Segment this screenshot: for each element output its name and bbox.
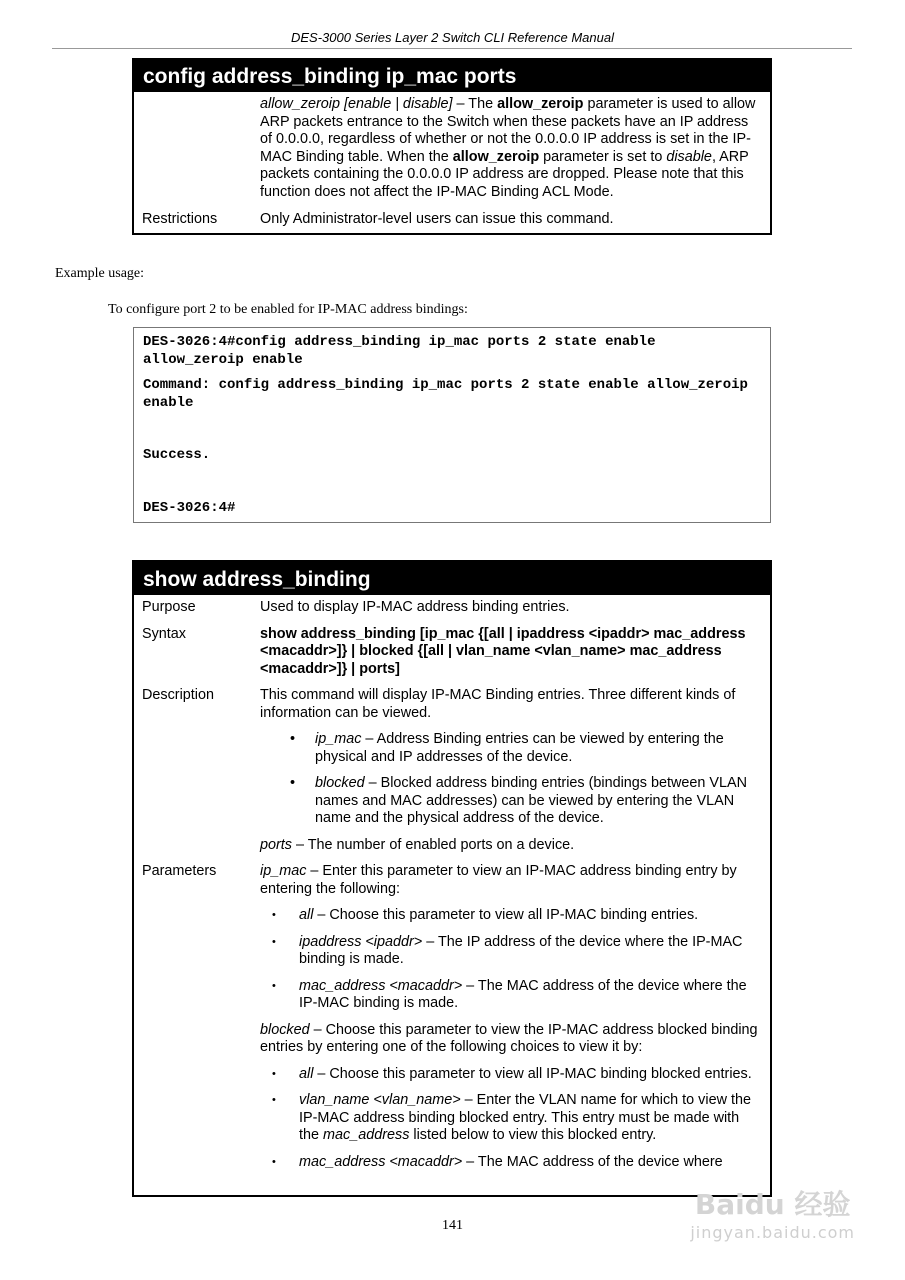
code-line: Success.: [143, 447, 211, 463]
code-line: DES-3026:4#: [143, 499, 236, 516]
list-item: • all – Choose this parameter to view all IP-MAC binding entries.: [272, 907, 699, 923]
bullet-icon: •: [272, 909, 276, 921]
syntax-row: [134, 617, 770, 679]
example-description: To configure port 2 to be enabled for IP-MAC address bindings:: [108, 302, 468, 317]
list-item: • vlan_name <vlan_name> – Enter the VLAN name for which to view the IP-MAC address binding blocked entry. This entry must be made with the mac_address listed below to view this blocked entry.: [272, 1092, 751, 1143]
code-line: Command: config address_binding ip_mac ports 2 state enable allow_zeroip enable: [143, 377, 757, 411]
restrictions-label: Restrictions: [142, 211, 218, 227]
bullet-icon: •: [272, 1155, 276, 1168]
bullet-icon: •: [290, 775, 296, 791]
allow-zeroip-row: [134, 92, 770, 201]
list-item: • ipaddress <ipaddr> – The IP address of the device where the IP-MAC binding is made.: [272, 933, 743, 967]
bullet-icon: •: [290, 731, 296, 747]
ipmac-text: ip_mac – Enter this parameter to view an IP-MAC address binding entry by entering the following:: [260, 863, 737, 897]
restrictions-text: Only Administrator-level users can issue this command.: [260, 211, 614, 227]
syntax-label: Syntax: [142, 625, 186, 642]
allow-zeroip-text: allow_zeroip [enable | disable] – The allow_zeroip parameter is used to allow ARP packets entrance to the Switch when these packets have an IP address of 0.0.0.0, regardless of whether or not the 0.0.0.0 IP address is set in the IP-MAC Binding table. When the allow_zeroip parameter is set to disable, ARP packets containing the 0.0.0.0 IP address are dropped. Please note that this function does not affect the IP-MAC Binding ACL Mode.: [260, 96, 756, 200]
code-line: DES-3026:4#config address_binding ip_mac ports 2 state enable allow_zeroip enable: [143, 334, 664, 368]
blocked-text: blocked – Choose this parameter to view the IP-MAC address blocked binding entries by entering one of the following choices to view it by:: [260, 1021, 758, 1055]
page-number: 141: [442, 1218, 463, 1233]
watermark-brand: Baidu 经验: [694, 1188, 851, 1221]
table-title: config address_binding ip_mac ports: [134, 60, 770, 92]
show-command-table: [132, 560, 772, 1197]
list-item: • all – Choose this parameter to view all IP-MAC binding blocked entries.: [272, 1065, 752, 1082]
purpose-text: Used to display IP-MAC address binding entries.: [260, 599, 570, 615]
code-example-box: [133, 327, 771, 523]
ports-text: ports – The number of enabled ports on a device.: [260, 836, 575, 853]
table-title: show address_binding: [134, 562, 770, 595]
purpose-row: [134, 595, 770, 617]
list-item: • blocked – Blocked address binding entries (bindings between VLAN names and MAC addresses) can be viewed by entering the VLAN name and the physical address of the device.: [290, 775, 747, 826]
restrictions-row: [134, 201, 770, 233]
list-item: • mac_address <macaddr> – The MAC address of the device where: [272, 1153, 723, 1170]
syntax-text: show address_binding [ip_mac {[all | ipaddress <ipaddr> mac_address <macaddr>]} | blocked {[all | vlan_name <vlan_name> mac_address <macaddr>]} | ports]: [260, 625, 746, 677]
watermark-url: jingyan.baidu.com: [690, 1223, 855, 1242]
description-label: Description: [142, 687, 214, 703]
purpose-label: Purpose: [142, 599, 196, 615]
bullet-icon: •: [272, 1094, 276, 1106]
bullet-icon: •: [272, 979, 276, 992]
parameters-row: [134, 854, 770, 1171]
example-usage-label: Example usage:: [55, 266, 145, 281]
bullet-icon: •: [272, 1067, 276, 1080]
config-command-table: [132, 58, 772, 235]
running-header: DES-3000 Series Layer 2 Switch CLI Reference Manual: [291, 30, 614, 45]
list-item: • mac_address <macaddr> – The MAC address of the device where the IP-MAC binding is made.: [272, 977, 747, 1011]
header-rule: [52, 48, 852, 49]
parameters-label: Parameters: [142, 863, 217, 879]
description-text: This command will display IP-MAC Binding entries. Three different kinds of information can be viewed.: [260, 687, 736, 721]
bullet-icon: •: [272, 935, 276, 948]
watermark: [690, 1183, 855, 1242]
list-item: • ip_mac – Address Binding entries can be viewed by entering the physical and IP addresses of the device.: [290, 731, 724, 765]
description-row: [134, 678, 770, 854]
